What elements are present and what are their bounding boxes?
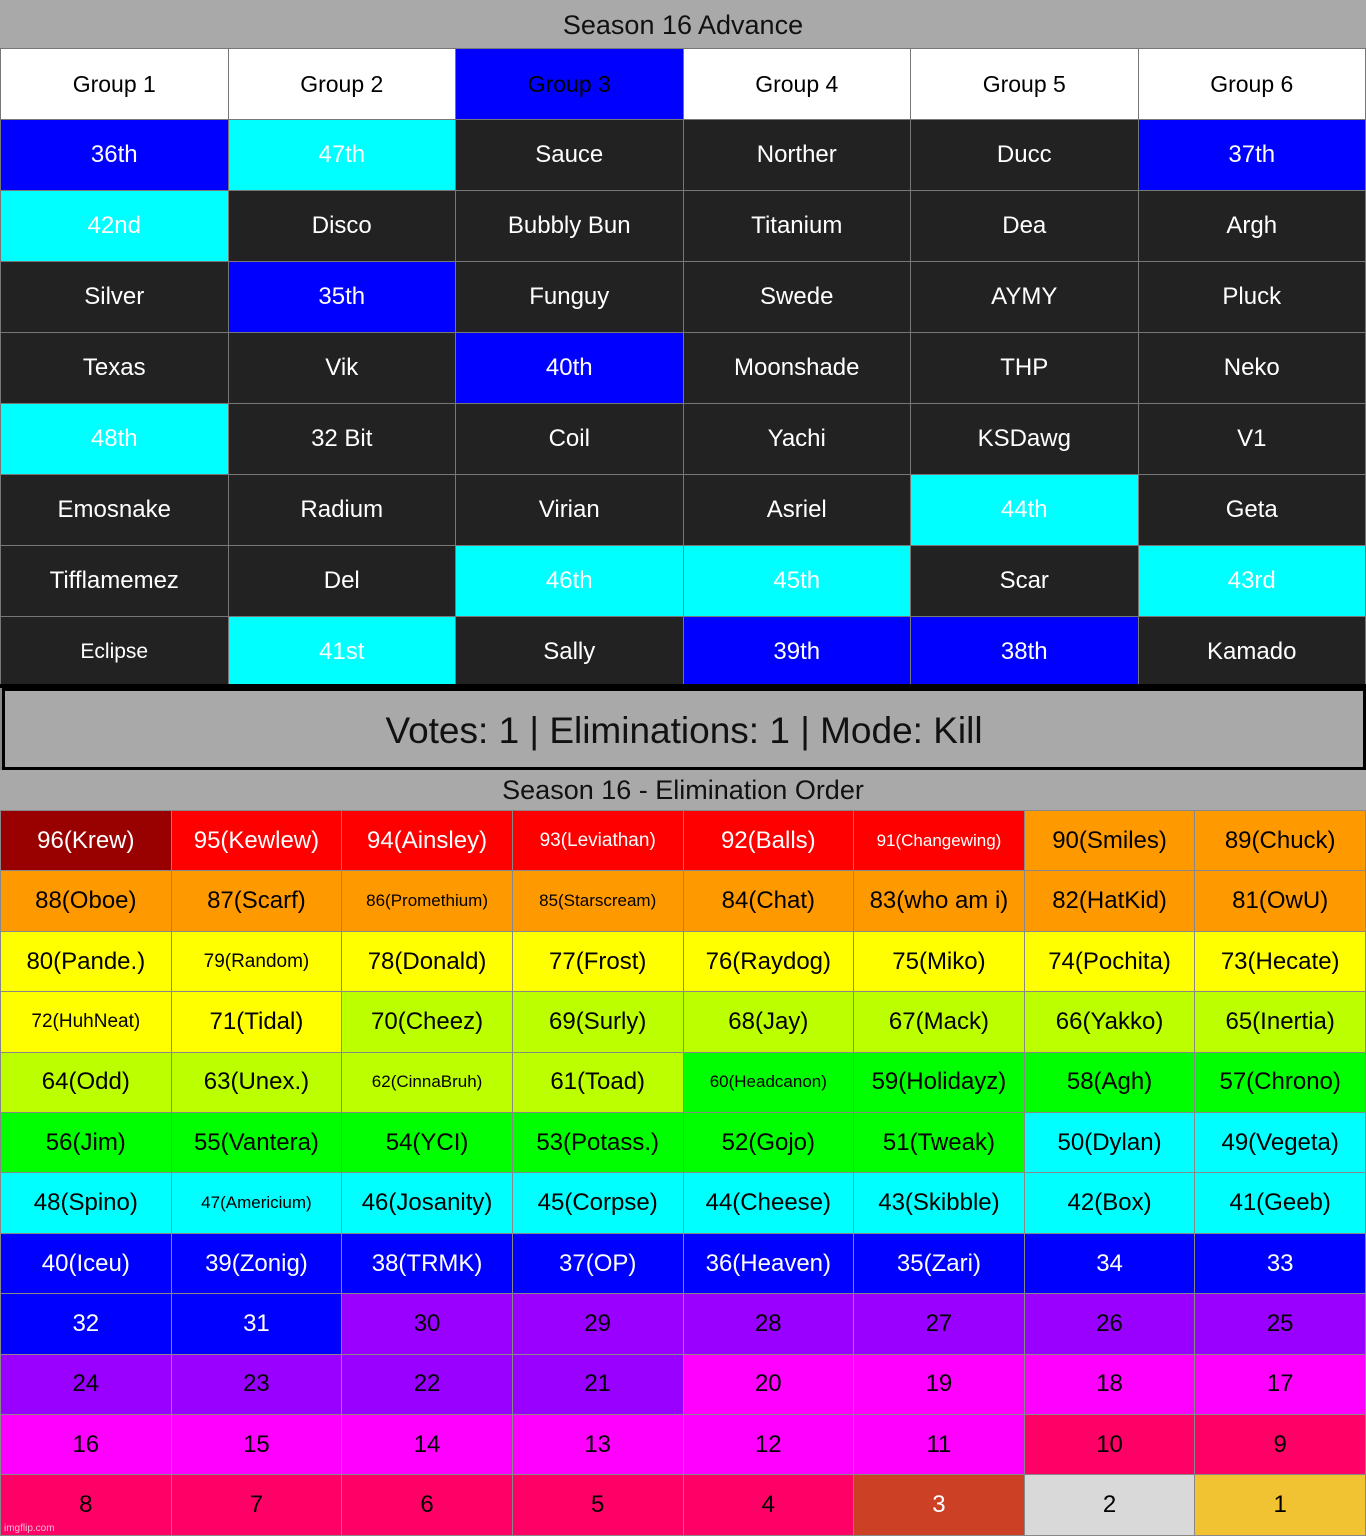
- elimination-cell: 19: [854, 1354, 1025, 1414]
- elimination-cell: 46(Josanity): [342, 1173, 513, 1233]
- elimination-cell: 44(Cheese): [683, 1173, 854, 1233]
- group-header: Group 4: [683, 49, 911, 120]
- elimination-cell: 79(Random): [171, 931, 342, 991]
- advance-cell: Dea: [911, 191, 1139, 262]
- advance-cell: Neko: [1138, 333, 1366, 404]
- elimination-row: [1, 1113, 1366, 1173]
- elimination-cell: 52(Gojo): [683, 1113, 854, 1173]
- advance-cell: Tifflamemez: [1, 546, 229, 617]
- elimination-cell: 74(Pochita): [1024, 931, 1195, 991]
- advance-cell: Swede: [683, 262, 911, 333]
- elimination-cell: 22: [342, 1354, 513, 1414]
- advance-cell: 47th: [228, 120, 456, 191]
- advance-cell: Ducc: [911, 120, 1139, 191]
- elimination-cell: 86(Promethium): [342, 871, 513, 931]
- advance-row: [1, 191, 1366, 262]
- elimination-cell: 71(Tidal): [171, 992, 342, 1052]
- advance-cell: 40th: [456, 333, 684, 404]
- elimination-cell: 81(OwU): [1195, 871, 1366, 931]
- elimination-cell: 38(TRMK): [342, 1233, 513, 1293]
- advance-cell: 35th: [228, 262, 456, 333]
- elimination-cell: 94(Ainsley): [342, 811, 513, 871]
- elimination-cell: 62(CinnaBruh): [342, 1052, 513, 1112]
- elimination-cell: 10: [1024, 1415, 1195, 1475]
- elimination-title: Season 16 - Elimination Order: [0, 770, 1366, 810]
- group-header: Group 5: [911, 49, 1139, 120]
- elimination-cell: 16: [1, 1415, 172, 1475]
- elimination-cell: 14: [342, 1415, 513, 1475]
- elimination-cell: 48(Spino): [1, 1173, 172, 1233]
- advance-cell: 43rd: [1138, 546, 1366, 617]
- elimination-cell: 91(Changewing): [854, 811, 1025, 871]
- elimination-row: [1, 1415, 1366, 1475]
- elimination-cell: 41(Geeb): [1195, 1173, 1366, 1233]
- advance-cell: Disco: [228, 191, 456, 262]
- elimination-cell: 88(Oboe): [1, 871, 172, 931]
- elimination-cell: 58(Agh): [1024, 1052, 1195, 1112]
- elimination-cell: 89(Chuck): [1195, 811, 1366, 871]
- elimination-row: [1, 1052, 1366, 1112]
- advance-row: [1, 333, 1366, 404]
- elimination-cell: 32: [1, 1294, 172, 1354]
- elimination-cell: 17: [1195, 1354, 1366, 1414]
- elimination-cell: 60(Headcanon): [683, 1052, 854, 1112]
- advance-cell: Vik: [228, 333, 456, 404]
- elimination-cell: 2: [1024, 1475, 1195, 1536]
- elimination-cell: 70(Cheez): [342, 992, 513, 1052]
- elimination-cell: 54(YCI): [342, 1113, 513, 1173]
- elimination-cell: 25: [1195, 1294, 1366, 1354]
- group-header-row: [1, 49, 1366, 120]
- elimination-cell: 24: [1, 1354, 172, 1414]
- advance-cell: 39th: [683, 617, 911, 688]
- advance-cell: AYMY: [911, 262, 1139, 333]
- advance-cell: Funguy: [456, 262, 684, 333]
- group-header: Group 1: [1, 49, 229, 120]
- elimination-cell: 20: [683, 1354, 854, 1414]
- status-banner: Votes: 1 | Eliminations: 1 | Mode: Kill: [2, 688, 1366, 770]
- elimination-cell: 84(Chat): [683, 871, 854, 931]
- watermark: imgflip.com: [4, 1523, 55, 1534]
- advance-cell: Bubbly Bun: [456, 191, 684, 262]
- group-header: Group 3: [456, 49, 684, 120]
- elimination-cell: 4: [683, 1475, 854, 1536]
- elimination-cell: 12: [683, 1415, 854, 1475]
- advance-cell: 41st: [228, 617, 456, 688]
- advance-cell: Sauce: [456, 120, 684, 191]
- advance-cell: Sally: [456, 617, 684, 688]
- elimination-cell: 9: [1195, 1415, 1366, 1475]
- elimination-cell: 76(Raydog): [683, 931, 854, 991]
- advance-cell: Norther: [683, 120, 911, 191]
- advance-cell: Titanium: [683, 191, 911, 262]
- elimination-row: [1, 992, 1366, 1052]
- elimination-row: [1, 1475, 1366, 1536]
- elimination-cell: 96(Krew): [1, 811, 172, 871]
- elimination-cell: 80(Pande.): [1, 931, 172, 991]
- elimination-cell: 33: [1195, 1233, 1366, 1293]
- advance-cell: Yachi: [683, 404, 911, 475]
- elimination-cell: 59(Holidayz): [854, 1052, 1025, 1112]
- elimination-cell: 69(Surly): [512, 992, 683, 1052]
- advance-cell: Del: [228, 546, 456, 617]
- elimination-cell: 49(Vegeta): [1195, 1113, 1366, 1173]
- advance-cell: Kamado: [1138, 617, 1366, 688]
- elimination-cell: 50(Dylan): [1024, 1113, 1195, 1173]
- elimination-cell: 15: [171, 1415, 342, 1475]
- advance-title: Season 16 Advance: [0, 0, 1366, 48]
- elimination-cell: 8: [1, 1475, 172, 1536]
- elimination-cell: 34: [1024, 1233, 1195, 1293]
- advance-cell: 45th: [683, 546, 911, 617]
- elimination-cell: 7: [171, 1475, 342, 1536]
- elimination-cell: 92(Balls): [683, 811, 854, 871]
- elimination-cell: 72(HuhNeat): [1, 992, 172, 1052]
- elimination-cell: 66(Yakko): [1024, 992, 1195, 1052]
- elimination-cell: 75(Miko): [854, 931, 1025, 991]
- advance-table: [0, 48, 1366, 688]
- advance-cell: Pluck: [1138, 262, 1366, 333]
- advance-row: [1, 120, 1366, 191]
- advance-cell: Scar: [911, 546, 1139, 617]
- elimination-table: [0, 810, 1366, 1536]
- elimination-row: [1, 811, 1366, 871]
- elimination-cell: 1: [1195, 1475, 1366, 1536]
- advance-cell: 38th: [911, 617, 1139, 688]
- advance-cell: Virian: [456, 475, 684, 546]
- elimination-cell: 31: [171, 1294, 342, 1354]
- elimination-cell: 90(Smiles): [1024, 811, 1195, 871]
- elimination-cell: 61(Toad): [512, 1052, 683, 1112]
- elimination-row: [1, 1294, 1366, 1354]
- elimination-cell: 42(Box): [1024, 1173, 1195, 1233]
- elimination-cell: 18: [1024, 1354, 1195, 1414]
- elimination-cell: 45(Corpse): [512, 1173, 683, 1233]
- advance-row: [1, 546, 1366, 617]
- elimination-cell: 30: [342, 1294, 513, 1354]
- elimination-cell: 78(Donald): [342, 931, 513, 991]
- elimination-cell: 29: [512, 1294, 683, 1354]
- advance-cell: Eclipse: [1, 617, 229, 688]
- elimination-cell: 95(Kewlew): [171, 811, 342, 871]
- elimination-cell: 64(Odd): [1, 1052, 172, 1112]
- elimination-row: [1, 1233, 1366, 1293]
- elimination-cell: 6: [342, 1475, 513, 1536]
- advance-cell: Geta: [1138, 475, 1366, 546]
- elimination-cell: 87(Scarf): [171, 871, 342, 931]
- elimination-cell: 40(Iceu): [1, 1233, 172, 1293]
- advance-cell: Emosnake: [1, 475, 229, 546]
- advance-cell: 36th: [1, 120, 229, 191]
- elimination-cell: 57(Chrono): [1195, 1052, 1366, 1112]
- elimination-cell: 93(Leviathan): [512, 811, 683, 871]
- elimination-cell: 23: [171, 1354, 342, 1414]
- advance-cell: Asriel: [683, 475, 911, 546]
- advance-cell: Radium: [228, 475, 456, 546]
- elimination-row: [1, 871, 1366, 931]
- elimination-row: [1, 1354, 1366, 1414]
- advance-cell: THP: [911, 333, 1139, 404]
- advance-cell: 32 Bit: [228, 404, 456, 475]
- advance-cell: 37th: [1138, 120, 1366, 191]
- elimination-cell: 53(Potass.): [512, 1113, 683, 1173]
- advance-cell: 48th: [1, 404, 229, 475]
- advance-row: [1, 404, 1366, 475]
- advance-cell: Moonshade: [683, 333, 911, 404]
- elimination-cell: 13: [512, 1415, 683, 1475]
- elimination-cell: 27: [854, 1294, 1025, 1354]
- elimination-cell: 21: [512, 1354, 683, 1414]
- advance-row: [1, 475, 1366, 546]
- elimination-cell: 67(Mack): [854, 992, 1025, 1052]
- elimination-cell: 55(Vantera): [171, 1113, 342, 1173]
- advance-cell: 42nd: [1, 191, 229, 262]
- advance-row: [1, 617, 1366, 688]
- elimination-cell: 5: [512, 1475, 683, 1536]
- elimination-cell: 37(OP): [512, 1233, 683, 1293]
- elimination-cell: 68(Jay): [683, 992, 854, 1052]
- elimination-cell: 11: [854, 1415, 1025, 1475]
- elimination-cell: 83(who am i): [854, 871, 1025, 931]
- advance-cell: Coil: [456, 404, 684, 475]
- group-header: Group 6: [1138, 49, 1366, 120]
- advance-cell: Silver: [1, 262, 229, 333]
- elimination-cell: 65(Inertia): [1195, 992, 1366, 1052]
- elimination-cell: 63(Unex.): [171, 1052, 342, 1112]
- elimination-cell: 77(Frost): [512, 931, 683, 991]
- elimination-cell: 43(Skibble): [854, 1173, 1025, 1233]
- elimination-cell: 26: [1024, 1294, 1195, 1354]
- advance-cell: V1: [1138, 404, 1366, 475]
- advance-cell: Texas: [1, 333, 229, 404]
- elimination-cell: 36(Heaven): [683, 1233, 854, 1293]
- elimination-cell: 56(Jim): [1, 1113, 172, 1173]
- elimination-cell: 47(Americium): [171, 1173, 342, 1233]
- advance-cell: KSDawg: [911, 404, 1139, 475]
- advance-row: [1, 262, 1366, 333]
- elimination-cell: 82(HatKid): [1024, 871, 1195, 931]
- advance-cell: 46th: [456, 546, 684, 617]
- elimination-cell: 51(Tweak): [854, 1113, 1025, 1173]
- advance-cell: 44th: [911, 475, 1139, 546]
- group-header: Group 2: [228, 49, 456, 120]
- elimination-cell: 73(Hecate): [1195, 931, 1366, 991]
- elimination-cell: 35(Zari): [854, 1233, 1025, 1293]
- elimination-row: [1, 1173, 1366, 1233]
- elimination-cell: 39(Zonig): [171, 1233, 342, 1293]
- advance-cell: Argh: [1138, 191, 1366, 262]
- elimination-cell: 28: [683, 1294, 854, 1354]
- elimination-cell: 3: [854, 1475, 1025, 1536]
- elimination-row: [1, 931, 1366, 991]
- elimination-cell: 85(Starscream): [512, 871, 683, 931]
